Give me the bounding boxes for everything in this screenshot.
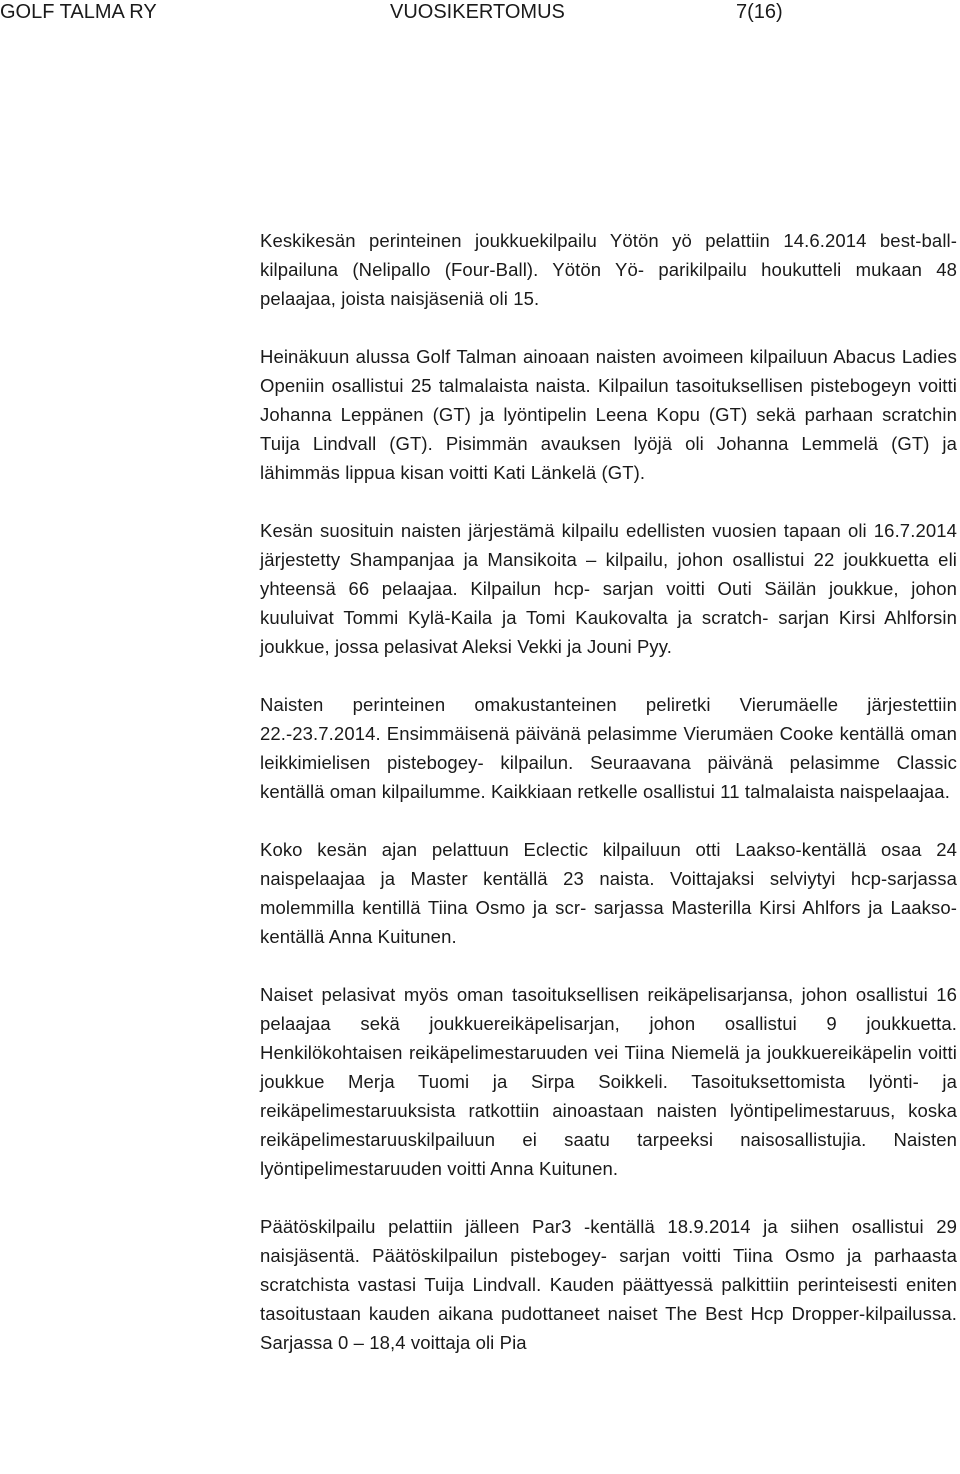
paragraph-vierumaki-trip: Naisten perinteinen omakustanteinen peliretki Vierumäelle järjestettiin 22.-23.7.2014. Ensimmäisenä päivänä pelasimme Vierumäen Cooke kentällä oman leikkimielisen pistebogey- kilpailun. Seuraavana päivänä pelasimme Classic kentällä oman kilpailumme. Kaikkiaan retkelle osallistui 11 talmalaista naispelaajaa. [260, 694, 957, 802]
paragraph-shampanjaa-mansikoita: Kesän suosituin naisten järjestämä kilpailu edellisten vuosien tapaan oli 16.7.2014 järjestetty Shampanjaa ja Mansikoita – kilpailu, johon osallistui 22 joukkuetta eli yhteensä 66 pelaajaa. Kilpailun hcp- sarjan voitti Outi Säilän joukkue, johon kuuluivat Tommi Kylä-Kaila ja Tomi Kaukovalta ja scratch- sarjan Kirsi Ahlforsin joukkue, jossa pelasivat Aleksi Vekki ja Jouni Pyy. [260, 520, 957, 657]
paragraph-matchplay: Naiset pelasivat myös oman tasoituksellisen reikäpelisarjansa, johon osallistui 16 pelaajaa sekä joukkuereikäpelisarjan, johon osallistui 9 joukkuetta. Henkilökohtaisen reikäpelimestaruuden vei Tiina Niemelä ja joukkuereikäpelin voitti joukkue Merja Tuomi ja Sirpa Soikkeli. Tasoituksettomista lyönti- ja reikäpelimestaruuksista ratkottiin ainoastaan naisten lyöntipelimestaruus, koska reikäpelimestaruuskilpailuun ei saatu tarpeeksi naisosallistujia. Naisten lyöntipelimestaruuden voitti Anna Kuitunen. [260, 984, 957, 1179]
document-body [260, 226, 957, 1357]
paragraph-eclectic: Koko kesän ajan pelattuun Eclectic kilpailuun otti Laakso-kentällä osaa 24 naispelaajaa ja Master kentällä 23 naista. Voittajaksi selviytyi hcp-sarjassa molemmilla kentillä Tiina Osmo ja scr- sarjassa Masterilla Kirsi Ahlfors ja Laakso-kentällä Anna Kuitunen. [260, 839, 957, 947]
header-page-number: 7(16) [736, 1, 783, 23]
paragraph-abacus-ladies-open: Heinäkuun alussa Golf Talman ainoaan naisten avoimeen kilpailuun Abacus Ladies Openiin osallistui 25 talmalaista naista. Kilpailun tasoituksellisen pistebogeyn voitti Johanna Leppänen (GT) ja lyöntipelin Leena Kopu (GT) sekä parhaan scratchin Tuija Lindvall (GT). Pisimmän avauksen lyöjä oli Johanna Lemmelä (GT) ja lähimmäs lippua kisan voitti Kati Länkelä (GT). [260, 346, 957, 483]
paragraph-final-competition: Päätöskilpailu pelattiin jälleen Par3 -kentällä 18.9.2014 ja siihen osallistui 29 naisjäsentä. Päätöskilpailun pistebogey- sarjan voitti Tiina Osmo ja parhaasta scratchista vastasi Tuija Lindvall. Kauden päättyessä palkittiin perinteisesti eniten tasoitustaan kauden aikana pudottaneet naiset The Best Hcp Dropper-kilpailussa. Sarjassa 0 – 18,4 voittaja oli Pia [260, 1216, 957, 1353]
paragraph-yoton-yo: Keskikesän perinteinen joukkuekilpailu Yötön yö pelattiin 14.6.2014 best-ball- kilpailuna (Nelipallo (Four-Ball). Yötön Yö- parikilpailu houkutteli mukaan 48 pelaajaa, joista naisjäseniä oli 15. [260, 230, 957, 309]
header-organization: GOLF TALMA RY [0, 1, 157, 23]
header-document-title: VUOSIKERTOMUS [390, 1, 565, 23]
page-header [0, 0, 960, 30]
